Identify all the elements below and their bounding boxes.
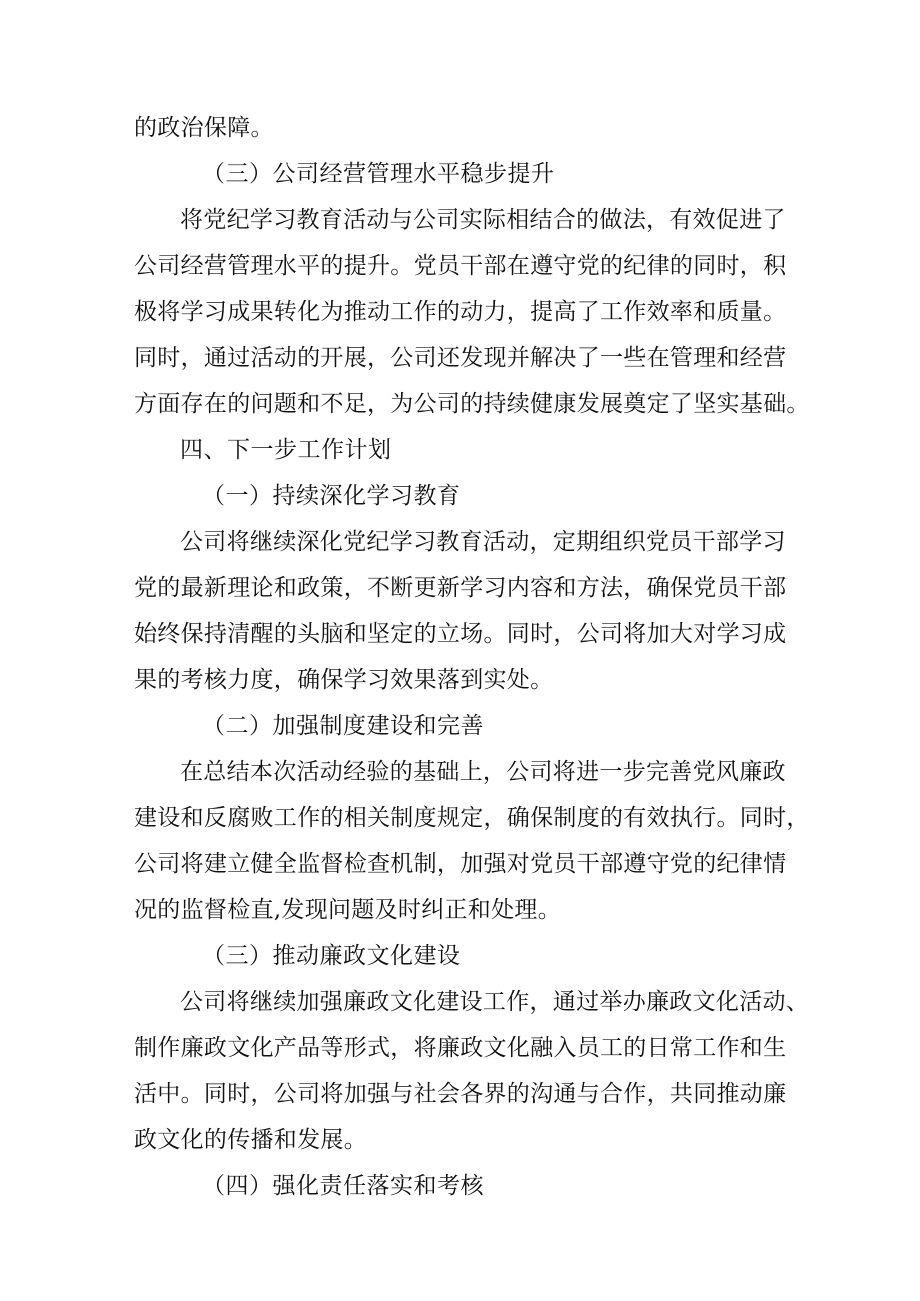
subsection-heading: （三）推动廉政文化建设 [202, 943, 461, 969]
paragraph-line: 公司将继续加强廉政文化建设工作，通过举办廉政文化活动、 [180, 989, 810, 1015]
paragraph-line: 建设和反腐败工作的相关制度规定，确保制度的有效执行。同时， [134, 805, 810, 831]
section-heading: （三）公司经营管理水平稳步提升 [202, 161, 555, 187]
paragraph-line: 方面存在的问题和不足，为公司的持续健康发展奠定了坚实基础。 [134, 391, 810, 417]
subsection-heading: （一）持续深化学习教育 [202, 483, 461, 509]
subsection-heading: （二）加强制度建设和完善 [202, 713, 484, 739]
paragraph-line: 果的考核力度，确保学习效果落到实处。 [134, 667, 554, 693]
section-heading: 四、下一步工作计划 [180, 437, 392, 463]
paragraph-line: 党的最新理论和政策，不断更新学习内容和方法，确保党员干部 [134, 575, 787, 601]
paragraph-line: 制作廉政文化产品等形式，将廉政文化融入员工的日常工作和生 [134, 1035, 787, 1061]
paragraph-line: 政文化的传播和发展。 [134, 1127, 367, 1153]
paragraph-line: 同时，通过活动的开展，公司还发现并解决了一些在管理和经营 [134, 345, 787, 371]
paragraph-line: 极将学习成果转化为推动工作的动力，提高了工作效率和质量。 [134, 299, 787, 325]
paragraph-line: 况的监督检直,发现问题及时纠正和处理。 [134, 897, 562, 923]
paragraph-line: 公司经营管理水平的提升。党员干部在遵守党的纪律的同时，积 [134, 253, 787, 279]
paragraph-line: 公司将继续深化党纪学习教育活动，定期组织党员干部学习 [180, 529, 786, 555]
paragraph-line: 活中。同时，公司将加强与社会各界的沟通与合作，共同推动廉 [134, 1081, 787, 1107]
paragraph-line: 始终保持清醒的头脑和坚定的立场。同时，公司将加大对学习成 [134, 621, 787, 647]
paragraph-line: 公司将建立健全监督检查机制，加强对党员干部遵守党的纪律情 [134, 851, 787, 877]
paragraph-line: 在总结本次活动经验的基础上，公司将进一步完善党风廉政 [180, 759, 786, 785]
paragraph-line: 将党纪学习教育活动与公司实际相结合的做法，有效促进了 [180, 207, 786, 233]
paragraph-line: 的政治保障。 [134, 115, 274, 141]
subsection-heading: （四）强化责任落实和考核 [202, 1173, 484, 1199]
